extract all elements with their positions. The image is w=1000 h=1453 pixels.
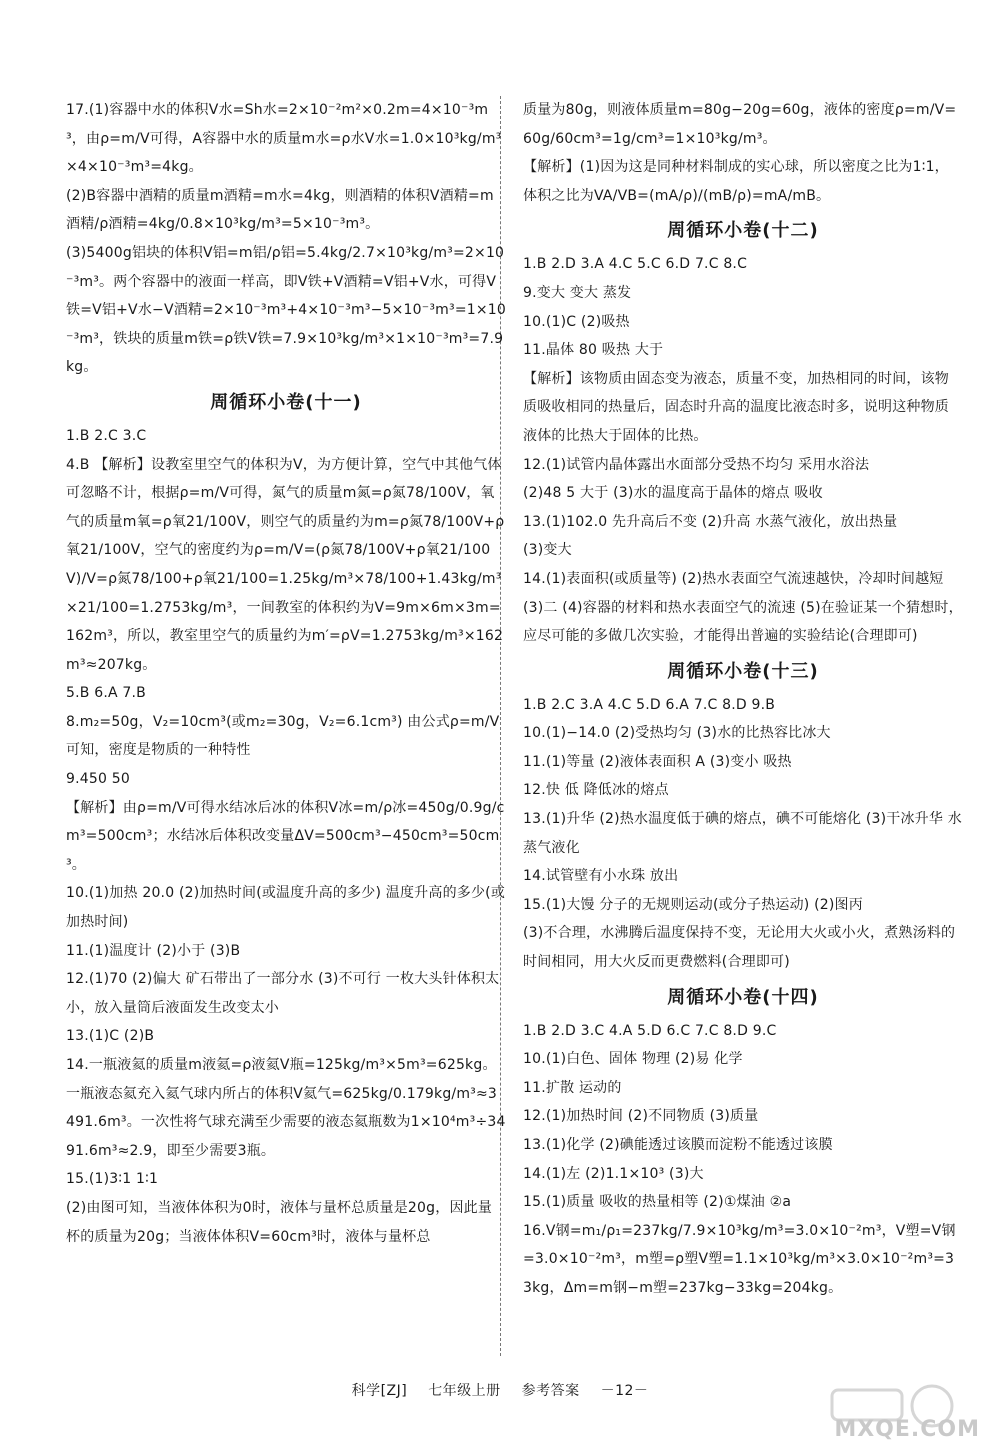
answer-paragraph: 16.V钢=m₁/ρ₁=237kg/7.9×10³kg/m³=3.0×10⁻²m³，V塑=V钢=3.0×10⁻²m³，m塑=ρ塑V塑=1.1×10³kg/m³×3.0×10⁻²m³=33kg，Δm=m钢−m塑=237kg−33kg=204kg。 <box>523 1222 956 1296</box>
answer-paragraph: 4.B 【解析】设教室里空气的体积为V，为方便计算，空气中其他气体可忽略不计，根据ρ=m/V可得，氮气的质量m氮=ρ氮78/100V，氧气的质量m氧=ρ氧21/100V，则空气的质量约为m=ρ氮78/100V+ρ氧21/100V，空气的密度约为ρ=m/V=(ρ氮78/100V+ρ氧21/100V)/V=ρ氮78/100+ρ氧21/100=1.25kg/m³×78/100+1.43kg/m³×21/100=1.2753kg/m³，一间教室的体积约为V=9m×6m×3m=162m³，所以，教室里空气的质量约为m′=ρV=1.2753kg/m³×162m³≈207kg。 <box>66 456 505 673</box>
answer-paragraph: 13.(1)102.0 先升高后不变 (2)升高 水蒸气液化，放出热量 <box>523 513 898 530</box>
answer-paragraph: 12.快 低 降低冰的熔点 <box>523 782 669 799</box>
answer-paragraph: 【解析】该物质由固态变为液态，质量不变，加热相同的时间，该物质吸收相同的热量后，固态时升高的温度比液态时多，说明这种物质液体的比热大于固体的比热。 <box>523 370 949 444</box>
answer-paragraph: 10.(1)−14.0 (2)受热均匀 (3)水的比热容比冰大 <box>523 725 831 742</box>
section-heading: 周循环小卷(十一) <box>210 391 362 413</box>
answer-paragraph: 15.(1)3∶1 1∶1 <box>66 1171 159 1188</box>
answer-paragraph: 14.试管壁有小水珠 放出 <box>523 868 679 885</box>
answer-paragraph: (3)不合理，水沸腾后温度保持不变，无论用大火或小火，煮熟汤料的时间相同，用大火反而更费燃料(合理即可) <box>523 925 956 971</box>
section-heading: 周循环小卷(十四) <box>667 986 819 1008</box>
answer-paragraph: 10.(1)C (2)吸热 <box>523 313 630 330</box>
footer-section: 参考答案 <box>521 1383 580 1399</box>
answer-paragraph: (3)变大 <box>523 542 572 559</box>
right-column <box>523 96 963 1303</box>
answer-paragraph: 10.(1)加热 20.0 (2)加热时间(或温度升高的多少) 温度升高的多少(或加热时间) <box>66 885 506 931</box>
answer-paragraph: 11.(1)温度计 (2)小于 (3)B <box>66 942 241 959</box>
answer-paragraph: 1.B 2.D 3.A 4.C 5.C 6.D 7.C 8.C <box>523 256 748 273</box>
answer-paragraph: 14.一瓶液氦的质量m液氦=ρ液氦V瓶=125kg/m³×5m³=625kg。一瓶液态氦充入氦气球内所占的体积V氦气=625kg/0.179kg/m³≈3491.6m³。一次性将气球充满至少需要的液态氦瓶数为1×10⁴m³÷3491.6m³≈2.9，即至少需要3瓶。 <box>66 1057 506 1159</box>
section-heading: 周循环小卷(十二) <box>667 220 819 242</box>
answer-paragraph: (2)由图可知，当液体体积为0时，液体与量杯总质量是20g，因此量杯的质量为20g；当液体体积V=60cm³时，液体与量杯总 <box>66 1199 493 1245</box>
answer-paragraph: 12.(1)加热时间 (2)不同物质 (3)质量 <box>523 1108 759 1125</box>
answer-paragraph: 【解析】(1)因为这是同种材料制成的实心球，所以密度之比为1∶1，体积之比为VA/VB=(mA/ρ)/(mB/ρ)=mA/mB。 <box>523 159 949 204</box>
answer-paragraph: 1.B 2.C 3.A 4.C 5.D 6.A 7.C 8.D 9.B <box>523 696 776 713</box>
answer-paragraph: 11.扩散 运动的 <box>523 1079 622 1096</box>
answer-paragraph: 14.(1)左 (2)1.1×10³ (3)大 <box>523 1165 704 1182</box>
answer-paragraph: 11.晶体 80 吸热 大于 <box>523 342 664 359</box>
answer-paragraph: 1.B 2.D 3.C 4.A 5.D 6.C 7.C 8.D 9.C <box>523 1022 777 1039</box>
answer-paragraph: 15.(1)质量 吸收的热量相等 (2)①煤油 ②a <box>523 1194 792 1211</box>
answer-paragraph: 5.B 6.A 7.B <box>66 685 146 702</box>
answer-paragraph: 13.(1)C (2)B <box>66 1028 155 1045</box>
left-column <box>66 96 506 1251</box>
answer-paragraph: (3)5400g铝块的体积V铝=m铝/ρ铝=5.4kg/2.7×10³kg/m³=2×10⁻³m³。两个容器中的液面一样高，即V铁+V酒精=V铝+V水，可得V铁=V铝+V水−V酒精=2×10⁻³m³+4×10⁻³m³−5×10⁻³m³=1×10⁻³m³，铁块的质量m铁=ρ铁V铁=7.9×10³kg/m³×1×10⁻³m³=7.9kg。 <box>66 244 507 376</box>
answer-paragraph: 9.450 50 <box>66 771 130 788</box>
section-heading: 周循环小卷(十三) <box>667 660 819 682</box>
answer-paragraph: (2)48 5 大于 (3)水的温度高于晶体的熔点 吸收 <box>523 485 823 502</box>
answer-paragraph: 14.(1)表面积(或质量等) (2)热水表面空气流速越快，冷却时间越短 (3)二 (4)容器的材料和热水表面空气的流速 (5)在验证某一个猜想时，应尽可能的多做几次实验，才能得出普遍的实验结论(合理即可) <box>523 570 963 645</box>
answer-paragraph: 质量为80g，则液体质量m=80g−20g=60g，液体的密度ρ=m/V=60g/60cm³=1g/cm³=1×10³kg/m³。 <box>523 102 957 147</box>
answer-paragraph: 1.B 2.C 3.C <box>66 427 147 444</box>
watermark-text: MXQE.COM <box>834 1417 980 1442</box>
footer-page-number: －12－ <box>600 1383 649 1399</box>
answer-paragraph: (2)B容器中酒精的质量m酒精=m水=4kg，则酒精的体积V酒精=m酒精/ρ酒精=4kg/0.8×10³kg/m³=5×10⁻³m³。 <box>66 187 494 233</box>
footer-grade: 七年级上册 <box>428 1383 501 1399</box>
answer-paragraph: 17.(1)容器中水的体积V水=Sh水=2×10⁻²m²×0.2m=4×10⁻³m³，由ρ=m/V可得，A容器中水的质量m水=ρ水V水=1.0×10³kg/m³×4×10⁻³m³=4kg。 <box>66 102 502 176</box>
answer-paragraph: 13.(1)升华 (2)热水温度低于碘的熔点，碘不可能熔化 (3)干冰升华 水蒸气液化 <box>523 811 962 856</box>
answer-paragraph: 13.(1)化学 (2)碘能透过该膜而淀粉不能透过该膜 <box>523 1137 833 1153</box>
answer-paragraph: 8.m₂=50g，V₂=10cm³(或m₂=30g，V₂=6.1cm³) 由公式ρ=m/V可知，密度是物质的一种特性 <box>66 713 500 759</box>
answer-paragraph: 12.(1)70 (2)偏大 矿石带出了一部分水 (3)不可行 一枚大头针体积太小，放入量筒后液面发生改变太小 <box>66 971 500 1016</box>
answer-paragraph: 12.(1)试管内晶体露出水面部分受热不均匀 采用水浴法 <box>523 456 870 473</box>
footer-subject: 科学[ZJ] <box>351 1383 408 1399</box>
answer-paragraph: 9.变大 变大 蒸发 <box>523 284 632 301</box>
answer-paragraph: 15.(1)大馒 分子的无规则运动(或分子热运动) (2)图丙 <box>523 896 863 913</box>
answer-paragraph: 11.(1)等量 (2)液体表面积 A (3)变小 吸热 <box>523 753 792 770</box>
watermark-logo <box>812 1382 992 1446</box>
answer-paragraph: 10.(1)白色、固体 物理 (2)易 化学 <box>523 1051 743 1068</box>
answer-paragraph: 【解析】由ρ=m/V可得水结冰后冰的体积V冰=m/ρ冰=450g/0.9g/cm³=500cm³；水结冰后体积改变量ΔV=500cm³−450cm³=50cm³。 <box>66 799 505 873</box>
